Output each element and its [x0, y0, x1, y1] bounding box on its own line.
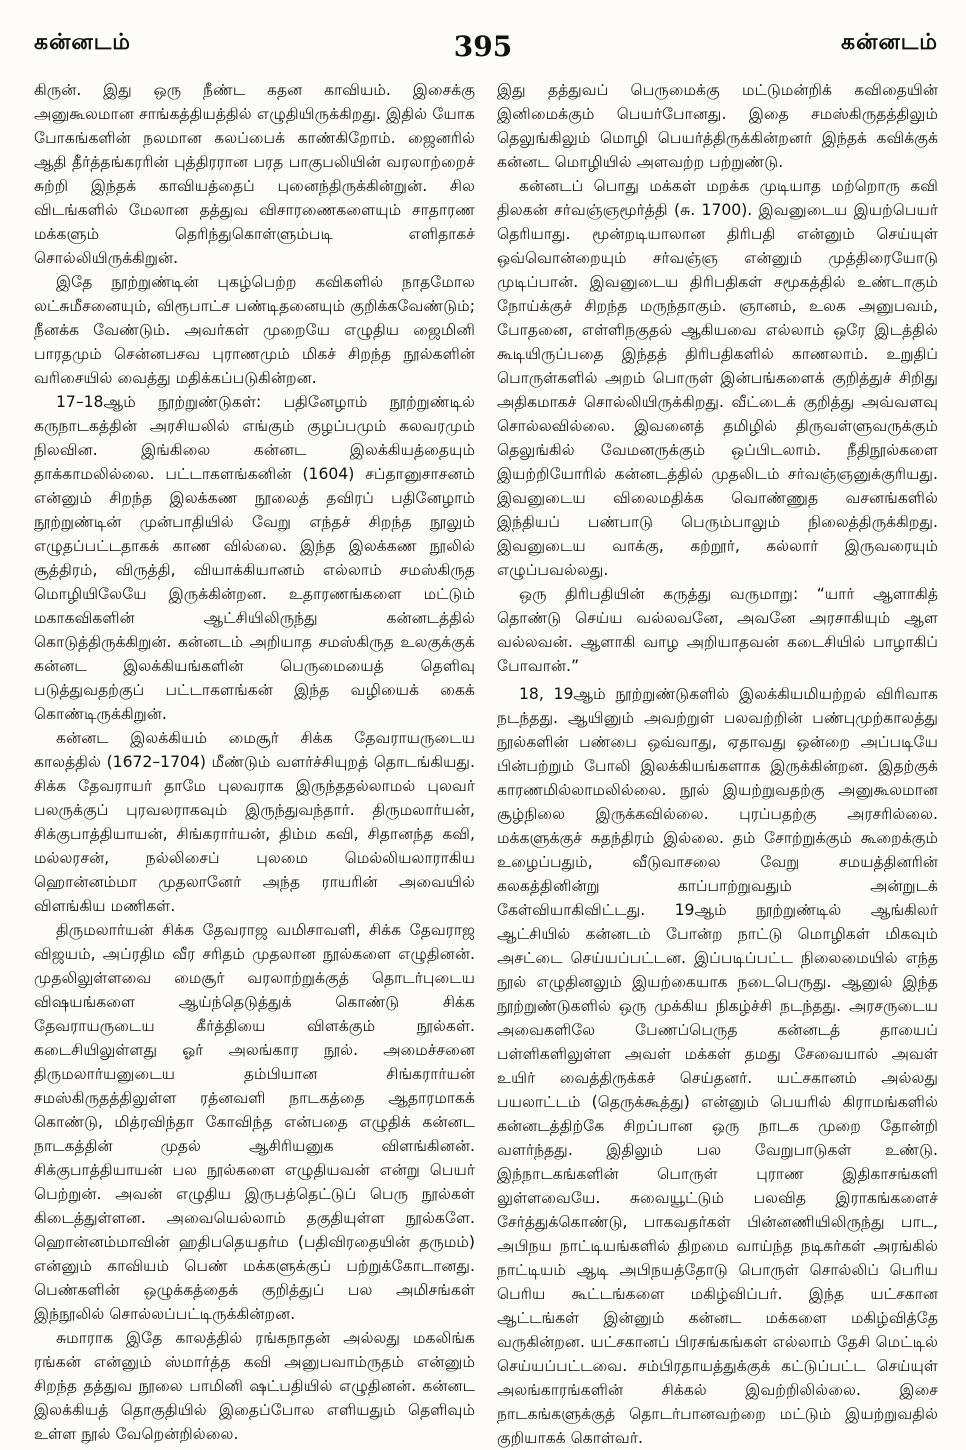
- paragraph: ஒரு திரிபதியின் கருத்து வருமாறு: “யார் ஆளாகித் தொண்டு செய்ய வல்லவனே, அவனே அரசாகியும் ஆள வல்லவன். ஆளாகி வாழ அறியாதவன் கடைசியில் பாழாகிப் போவான்.”: [497, 585, 938, 675]
- paragraph: கன்னட இலக்கியம் மைசூர் சிக்க தேவராயருடைய காலத்தில் (1672–1704) மீண்டும் வளர்ச்சியுறத் தொடங்கியது. சிக்க தேவராயர் தாமே புலவராக இருந்ததல்லாமல் புலவர் பலருக்குப் புரவலராகவும் இருந்துவந்தார். திருமலார்யன், சிக்குபாத்தியாயன், சிங்கரார்யன், திம்ம கவி, சிதானந்த கவி, மல்லரசன், நல்லிசைப் புலமை மெல்லியலாராகிய ஹொன்னம்மா முதலானேர் அந்த ராயரின் அவையில் விளங்கிய மணிகள்.: [34, 729, 475, 915]
- paragraph: திருமலார்யன் சிக்க தேவராஜ வமிசாவளி, சிக்க தேவராஜ விஜயம், அப்ரதிம வீர சரிதம் முதலான நூல்களை எழுதினன். முதலிலுள்ளவை மைசூர் வரலாற்றுக்குத் தொடர்புடைய விஷயங்களை ஆய்ந்தெடுத்துக் கொண்டு சிக்க தேவராயருடைய கீர்த்தியை விளக்கும் நூல்கள். கடைசியிலுள்ளது ஓர் அலங்கார நூல். அமைச்சனை திருமலார்யனுடைய தம்பியான சிங்கரார்யன் சமஸ்கிருதத்திலுள்ள ரத்னவளி நாடகத்தை ஆதாரமாகக் கொண்டு, மித்ரவிந்தா கோவிந்த என்பதை எழுதிக் கன்னட நாடகத்தின் முதல் ஆசிரியனுக விளங்கினன். சிக்குபாத்தியாயன் பல நூல்களை எழுதியவன் என்று பெயர் பெற்றுன். அவன் எழுதிய இருபத்தெட்டுப் பெரு நூல்கள் கிடைத்துள்ளன. அவையெல்லாம் தகுதியுள்ள நூல்களே. ஹொன்னம்மாவின் ஹதிபதெயதர்ம (பதிவிரதையின் தருமம்) என்னும் காவியம் பெண் மக்களுக்குப் பற்றுக்கோடானது. பெண்களின் ஒழுக்கத்தைக் குறித்துப் பல அமிசங்கள் இந்நூலில் சொல்லப்பட்டிருக்கின்றன.: [34, 921, 475, 1323]
- right-column: [497, 78, 938, 1450]
- page-number: 395: [453, 30, 513, 63]
- paragraph: இதே நூற்றுண்டின் புகழ்பெற்ற கவிகளில் நாதமோல லட்சுமீசனையும், விரூபாட்ச பண்டிதனையும் குறிக்கவேண்டும்; நீனக்க வேண்டும். அவர்கள் முறையே எழுதிய ஜைமினி பாரதமும் சென்னபசவ புராணமும் மிகச் சிறந்த நூல்களின் வரிசையில் வைத்து மதிக்கப்படுகின்றன.: [34, 273, 475, 387]
- paragraph: 17–18ஆம் நூற்றுண்டுகள்: பதினேழாம் நூற்றுண்டில் கருநாடகத்தின் அரசியலில் எங்கும் குழப்பமும் கலவரமும் நிலவின. இங்கிலை கன்னட இலக்கியத்தையும் தாக்காமலில்லை. பட்டாகளங்கனின் (1604) சப்தானுசாசனம் என்னும் சிறந்த இலக்கண நூலைத் தவிரப் பதினேழாம் நூற்றுண்டின் முன்பாதியில் வேறு எந்தச் சிறந்த நூலும் எழுதப்பட்டதாகக் காண வில்லை. இந்த இலக்கண நூலில் சூத்திரம், விருத்தி, வியாக்கியானம் எல்லாம் சமஸ்கிருத மொழியிலேயே இருக்கின்றன. உதாரணங்களை மட்டும் மகாகவிகளின் ஆட்சியிலிருந்து கன்னடத்தில் கொடுத்திருக்கிறுன். கன்னடம் அறியாத சமஸ்கிருத உலகுக்குக் கன்னட இலக்கியங்களின் பெருமையைத் தெளிவு படுத்துவதற்குப் பட்டாகளங்கன் இந்த வழியைக் கைக் கொண்டிருக்கிறுன்.: [34, 393, 475, 723]
- running-head-right: கன்னடம்: [841, 30, 938, 55]
- paragraph: கன்னடப் பொது மக்கள் மறக்க முடியாத மற்றொரு கவி திலகன் சர்வஞ்ஞமூர்த்தி (சு. 1700). இவனுடைய இயற்பெயர் தெரியாது. மூன்றடியாலான திரிபதி என்னும் செய்யுள் ஒவ்வொன்றையும் சர்வஞ்ஞ என்னும் முத்திரையோடு முடிப்பான். இவனுடைய திரிபதிகள் சமூகத்தில் உண்டாகும் நோய்க்குச் சிறந்த மருந்தாகும். ஞானம், உலக அனுபவம், போதனை, எள்ளிநகுதல் ஆகியவை எல்லாம் ஒரே இடத்தில் கூடியிருப்பதை இந்தத் திரிபதிகளில் காணலாம். உறுதிப் பொருள்களில் அறம் பொருள் இன்பங்களைக் குறித்துச் சிறிது அதிகமாகச் சொல்லியிருக்கிறது. வீட்டைக் குறித்து அவ்வளவு சொல்லவில்லை. இவனைத் தமிழில் திருவள்ளுவருக்கும் தெலுங்கில் வேமனருக்கும் ஒப்பிடலாம். நீதிநூல்களை இயற்றியோரில் கன்னடத்தில் முதலிடம் சர்வஞ்ஞனுக்குரியது. இவனுடைய விலைமதிக்க வொண்ணுத வசனங்களில் இந்தியப் பண்பாடு பெரும்பாலும் நிலைத்திருக்கிறது. இவனுடைய வாக்கு, கற்றூர், கல்லார் இருவரையும் எழுப்பவல்லது.: [497, 177, 938, 579]
- paragraph: கிருன். இது ஒரு நீண்ட கதன காவியம். இசைக்கு அனுகூலமான சாங்கத்தியத்தில் எழுதியிருக்கிறது. இதில் யோக போகங்களின் நலமான கலப்பைக் காண்கிறோம். ஜைனரில் ஆதி தீர்த்தங்கரரின் புத்திரரான பரத பாகுபலியின் வரலாற்றைச் சுற்றி இந்தக் காவியத்தைப் புனைந்திருக்கின்றுன். சில விடங்களில் மேலான தத்துவ விசாரணைகளையும் சாதாரண மக்களும் தெரிந்துகொள்ளும்படி எளிதாகச் சொல்லியிருக்கிறுன்.: [34, 81, 475, 267]
- text-columns: [34, 78, 938, 1450]
- paragraph: இது தத்துவப் பெருமைக்கு மட்டுமன்றிக் கவிதையின் இனிமைக்கும் பெயர்போனது. இதை சமஸ்கிருதத்திலும் தெலுங்கிலும் மொழி பெயர்த்திருக்கின்றனர் இந்தக் கவிக்குக் கன்னட மொழியில் அளவற்ற பற்றுண்டு.: [497, 81, 938, 171]
- left-column: [34, 78, 475, 1450]
- running-head-left: கன்னடம்: [34, 30, 131, 55]
- paragraph: சுமாராக இதே காலத்தில் ரங்கநாதன் அல்லது மகலிங்க ரங்கன் என்னும் ஸ்மார்த்த கவி அனுபவாம்ருதம் என்னும் சிறந்த தத்துவ நூலை பாமினி ஷட்பதியில் எழுதினன். கன்னட இலக்கியத் தொகுதியில் இதைப்போல எளியதும் தெளிவும் உள்ள நூல் வேறென்றில்லை.: [34, 1329, 475, 1443]
- paragraph: 18, 19ஆம் நூற்றுண்டுகளில் இலக்கியமியற்றல் விரிவாக நடந்தது. ஆயினும் அவற்றுள் பலவற்றின் பண்புமுற்காலத்து நூல்களின் பண்பை ஒவ்வாது, ஏதாவது ஒன்றை அப்படியே பின்பற்றும் போலி இலக்கியங்களாக இருக்கின்றன. இதற்குக் காரணமில்லாமலில்லை. நூல் இயற்றுவதற்கு அனுகூலமான சூழ்நிலை இருக்கவில்லை. புரப்பதற்கு அரசரில்லை. மக்களுக்குச் சுதந்திரம் இல்லை. தம் சோற்றுக்கும் கூறைக்கும் உழைப்பதும், வீடுவாசலை வேறு சமயத்தினரின் கலகத்தினின்று காப்பாற்றுவதும் அன்றுடக் கேள்வியாகிவிட்டது. 19ஆம் நூற்றுண்டில் ஆங்கிலர் ஆட்சியில் கன்னடம் போன்ற நாட்டு மொழிகள் மிகவும் அசட்டை செய்யப்பட்டன. இப்படிப்பட்ட நிலைமையில் எந்த நூல் எழுதினலும் இயற்கையாக நடைபெருது. ஆனுல் இந்த நூற்றுண்டுகளில் ஒரு முக்கிய நிகழ்ச்சி நடந்தது. அரசருடைய அவைகளிலே பேணப்பெருத கன்னடத் தாயைப் பள்ளிகளிலுள்ள அவள் மக்கள் தமது சேவையால் அவள் உயிர் வைத்திருக்கச் செய்தனர். யட்சகானம் அல்லது பயலாட்டம் (தெருக்கூத்து) என்னும் பெயரில் கிராமங்களில் கன்னடத்திற்கே சிறப்பான ஒரு நாடக முறை தோன்றி வளர்ந்தது. இதிலும் பல வேறுபாடுகள் உண்டு. இந்நாடகங்களின் பொருள் புராண இதிகாசங்களி லுள்ளவையே. சுவையூட்டும் பலவித இராகங்களைச் சேர்த்துக்கொண்டு, பாகவதர்கள் பின்னணியிலிருந்து பாட, அபிநய நாட்டியங்களில் திறமை வாய்ந்த நடிகர்கள் அரங்கில் நாட்டியம் ஆடி அபிநயத்தோடு பொருள் சொல்லிப் பெரிய பெரிய கூட்டங்களை மகிழ்விப்பர். இந்த யட்சகான ஆட்டங்கள் இன்னும் கன்னட மக்களை மகிழ்வித்தே வருகின்றன. யட்சகானப் பிரசங்கங்கள் எல்லாம் தேசி மெட்டில் செய்யப்பட்டவை. சம்பிரதாயத்துக்குக் கட்டுப்பட்ட செய்யுள் அலங்காரங்களின் சிக்கல் இவற்றிலில்லை. இசை நாடகங்களுக்குத் தொடர்பானவற்றை மட்டும் இயற்றுவதில் குறியாகக் கொள்வர்.: [497, 685, 938, 1447]
